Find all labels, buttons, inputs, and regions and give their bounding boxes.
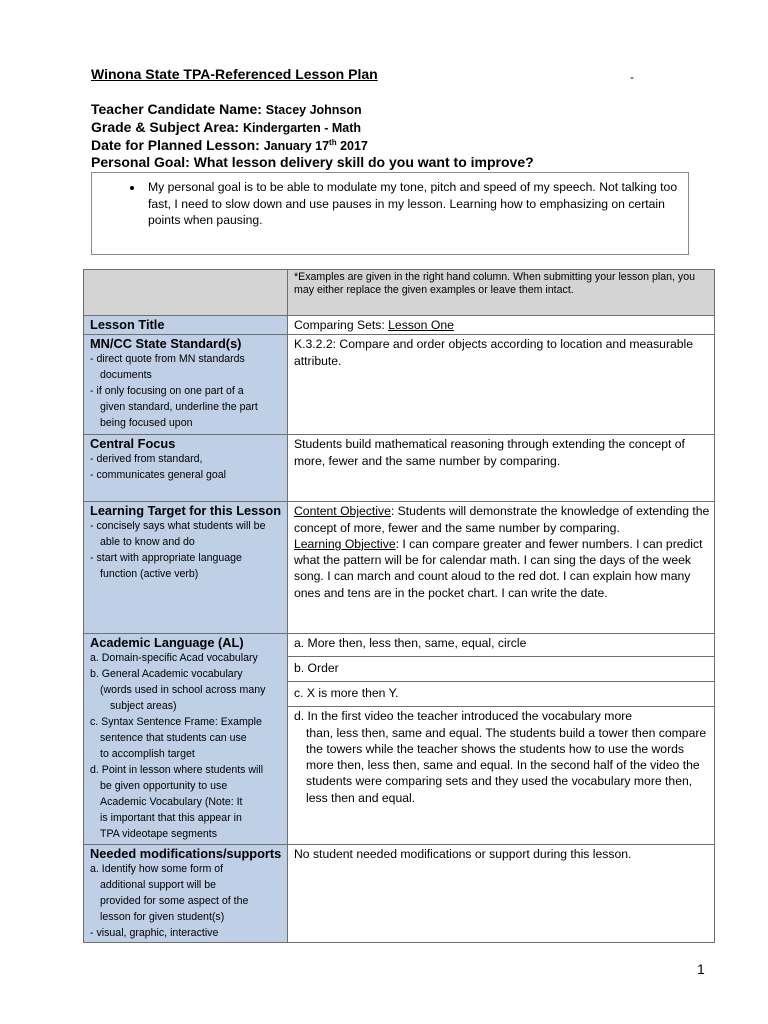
academic-language-label: Academic Language (AL) [90,635,244,651]
personal-goal-text: • My personal goal is to be able to modulate my tone, pitch and speed of my speech. Not talking too fast, I need to slow down and use pauses in my lesson. Learning how to emphasizing on certain points when pausing. [144,179,688,229]
standard-label-cell [84,335,288,435]
academic-language-a: a. More then, less then, same, equal, circle [288,634,715,657]
candidate-name-label: Teacher Candidate Name: [91,101,262,117]
standard-guidance: - direct quote from MN standards documents - if only focusing on one part of a given standard, underline the part being focused upon [90,353,258,430]
learning-objective-label: Learning Objective [294,536,396,551]
header-dash: - [630,70,634,84]
learning-target-label: Learning Target for this Lesson [90,503,282,519]
page-number: 1 [697,961,705,977]
learning-target-label-cell [84,502,288,634]
learning-target-guidance: - concisely says what students will be able to know and do - start with appropriate language function (active verb) [90,520,266,581]
candidate-name-value: Stacey Johnson [265,103,362,117]
personal-goal-heading: Personal Goal: What lesson delivery skill do you want to improve? [91,154,534,170]
modifications-guidance: a. Identify how some form of additional support will be provided for some aspect of the lesson for given student(s) - visual, graphic, interactive [90,863,249,940]
personal-goal-box [91,172,689,255]
lesson-plan-table [83,269,715,943]
table-row [84,634,715,657]
grade-subject-value: Kindergarten - Math [242,121,362,135]
table-row [84,502,715,634]
standard-value: K.3.2.2: Compare and order objects according to location and measurable attribute. [288,335,715,435]
table-row [84,270,715,316]
learning-target-value: Content Objective: Students will demonstrate the knowledge of extending the concept of more, fewer and the same number by comparing. Learning Objective: I can compare greater and fewer numbers. I can predict what the pattern will be for calendar math. I can sing the days of the week song. I can march and count aloud to the red dot. I can explain how many ones and tens are in the pocket chart. I can write the date. [288,502,715,634]
grade-subject-line [91,119,361,135]
table-row [84,316,715,335]
lesson-date-label: Date for Planned Lesson: [91,137,260,153]
central-focus-guidance: - derived from standard, - communicates general goal [90,453,227,482]
lesson-date-value: January 17th 2017 [263,137,368,153]
lesson-title-label-cell [84,316,288,335]
lesson-title-value-cell: Comparing Sets: Lesson One [288,316,715,335]
standard-label: MN/CC State Standard(s) [90,336,242,352]
lesson-date-line [91,137,368,153]
lesson-title-label: Lesson Title [90,317,165,332]
document-title: Winona State TPA-Referenced Lesson Plan [91,66,378,82]
central-focus-label: Central Focus [90,436,176,452]
modifications-value: No student needed modifications or support during this lesson. [288,845,715,943]
modifications-label-cell [84,845,288,943]
examples-note: *Examples are given in the right hand column. When submitting your lesson plan, you may either replace the given examples or leave them intact. [288,270,715,316]
candidate-name-line [91,101,362,117]
central-focus-value: Students build mathematical reasoning through extending the concept of more, fewer and the same number by comparing. [288,435,715,502]
academic-language-guidance: a. Domain-specific Acad vocabulary b. General Academic vocabulary (words used in school across many subject areas) c. Syntax Sentence Frame: Example sentence that students can use to accomplish target d. Point in lesson where students will be given opportunity to use Academic Vocabulary (Note: It is important that this appear in TPA videotape segments [90,652,266,841]
header-cell-empty [84,270,288,316]
central-focus-label-cell [84,435,288,502]
content-objective-label: Content Objective [294,504,391,519]
table-row [84,845,715,943]
table-row [84,435,715,502]
academic-language-label-cell [84,634,288,845]
grade-subject-label: Grade & Subject Area: [91,119,240,135]
lesson-title-value: Lesson One [388,318,454,332]
table-row [84,335,715,435]
academic-language-d: d. In the first video the teacher introduced the vocabulary more than, less then, same and equal. The students build a tower then compare the towers while the teacher shows the students how to use the words more then, less then, same and equal. In the second half of the video the students were comparing sets and they used the vocabulary more then, less then and equal. [288,707,715,845]
modifications-label: Needed modifications/supports [90,846,282,862]
academic-language-c: c. X is more then Y. [288,682,715,707]
academic-language-b: b. Order [288,657,715,682]
